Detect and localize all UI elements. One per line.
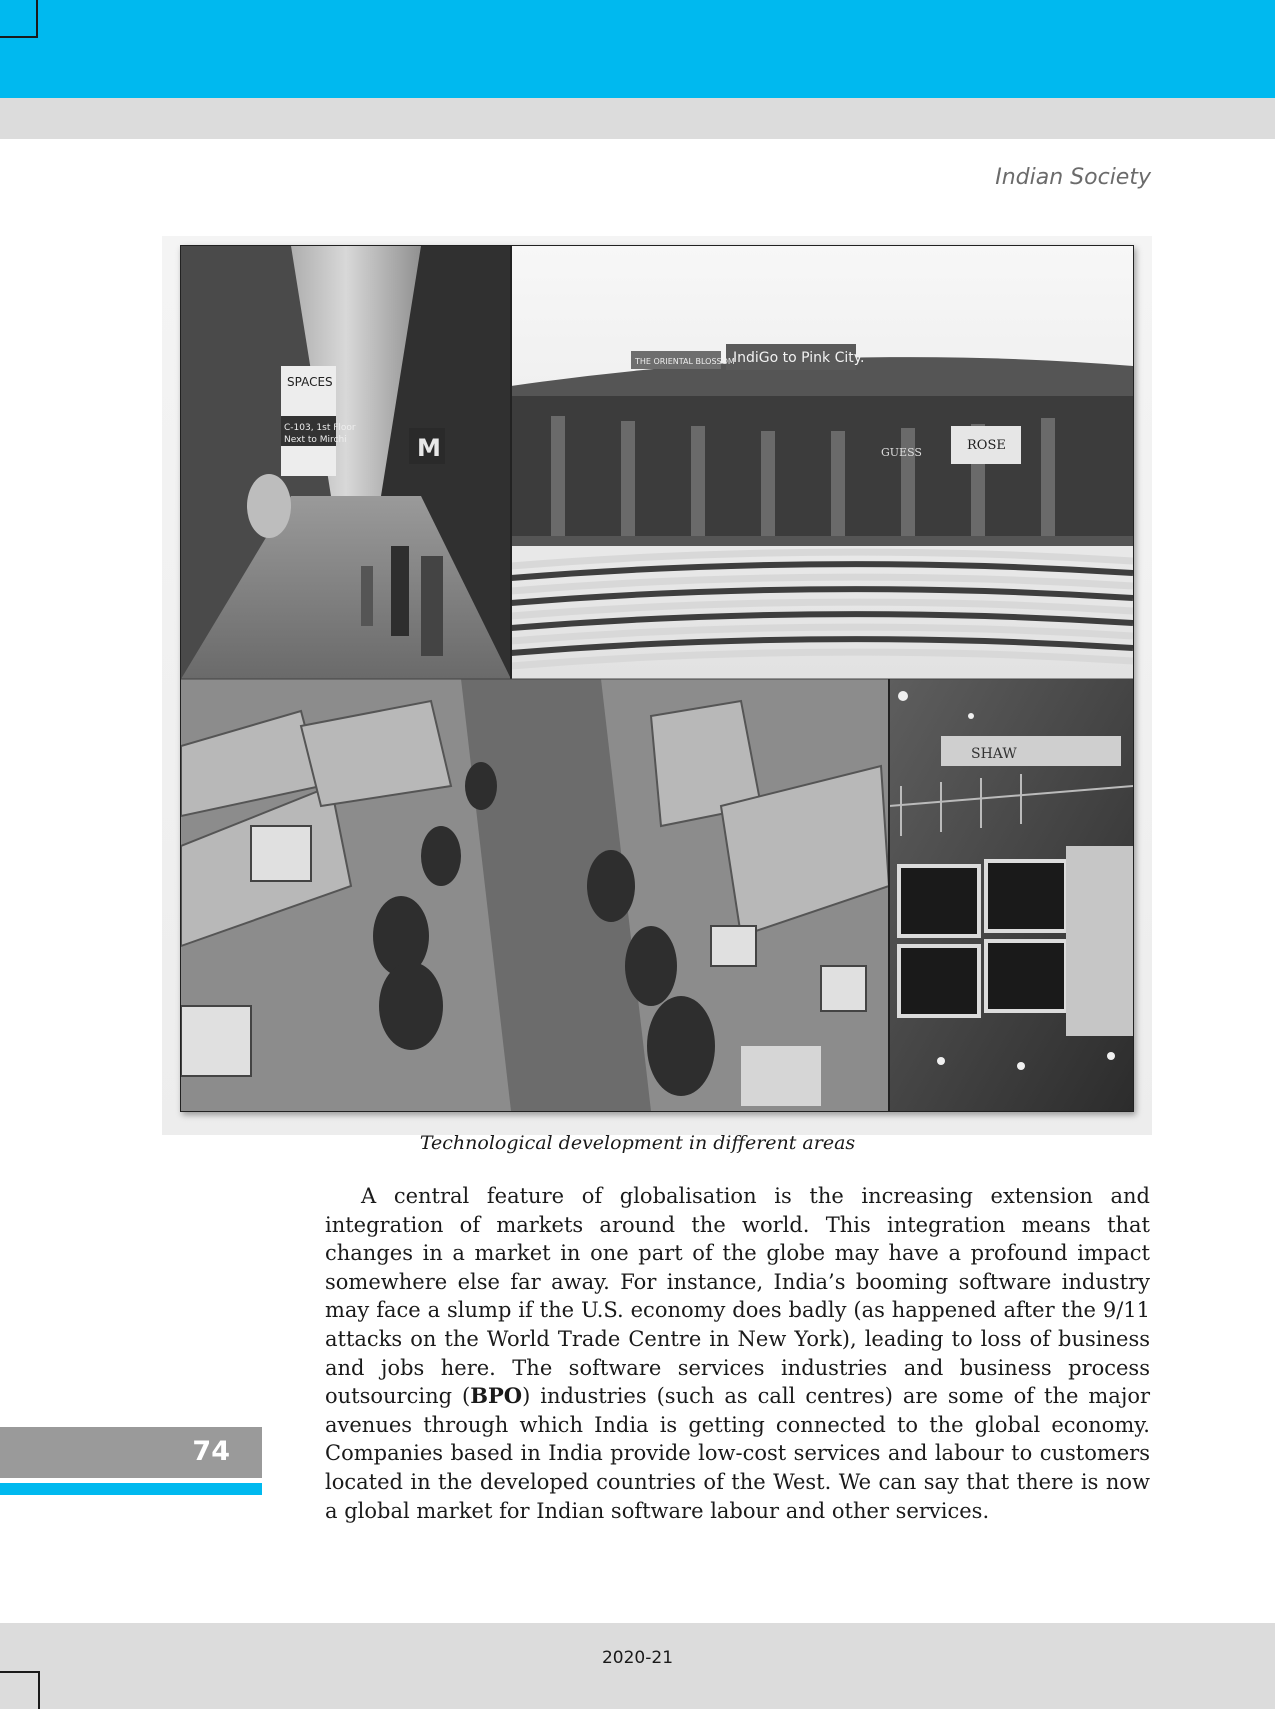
body-paragraph xyxy=(325,1182,1150,1525)
figure xyxy=(162,236,1152,1135)
svg-text:M: M xyxy=(417,434,441,462)
svg-text:SPACES: SPACES xyxy=(287,375,333,389)
page-number: 74 xyxy=(192,1436,230,1467)
plaza-photo xyxy=(511,246,1133,679)
top-grey-band xyxy=(0,98,1275,139)
figure-caption: Technological development in different areas xyxy=(419,1132,856,1154)
crop-mark-top-left xyxy=(0,0,38,38)
paragraph-text-part-2: ) industries (such as call centres) are some of the major avenues through which India is getting connected to the global economy. Companies based in India provide low-cost services and labour to customers located in the developed countries of the West. We can say that there is now a global market for Indian software labour and other services. xyxy=(325,1384,1151,1523)
running-head: Indian Society xyxy=(995,165,1151,190)
mall-corridor-photo xyxy=(181,246,511,679)
paragraph-text-part-1: A central feature of globalisation is the increasing extension and integration of markets around the world. This integration means that changes in a market in one part of the globe may have a profound impact somewhere else far away. For instance, India’s booming software industry may face a slump if the U.S. economy does badly (as happened after the 9/11 attacks on the World Trade Centre in New York), leading to loss of business and jobs here. The software services industries and business process outsourcing ( xyxy=(325,1184,1150,1409)
svg-text:GUESS: GUESS xyxy=(881,446,922,459)
call-centre-photo xyxy=(181,679,889,1111)
crop-mark-bottom-left xyxy=(0,1671,40,1709)
top-color-band xyxy=(0,0,1275,98)
edition-year: 2020-21 xyxy=(601,1648,674,1668)
svg-text:IndiGo to Pink City.: IndiGo to Pink City. xyxy=(733,350,865,366)
svg-text:C-103, 1st Floor: C-103, 1st Floor xyxy=(284,423,356,433)
page-number-tab xyxy=(0,1427,262,1478)
svg-text:ROSE: ROSE xyxy=(967,438,1006,453)
page-tab-stripe xyxy=(0,1483,262,1495)
svg-text:SHAW: SHAW xyxy=(971,746,1017,762)
photo-collage xyxy=(180,245,1134,1112)
cinema-screens-photo xyxy=(889,679,1133,1111)
svg-text:Next to Mirchi: Next to Mirchi xyxy=(284,435,347,445)
bpo-term: BPO xyxy=(470,1383,523,1409)
svg-text:THE ORIENTAL BLOSSOM: THE ORIENTAL BLOSSOM xyxy=(635,357,735,366)
